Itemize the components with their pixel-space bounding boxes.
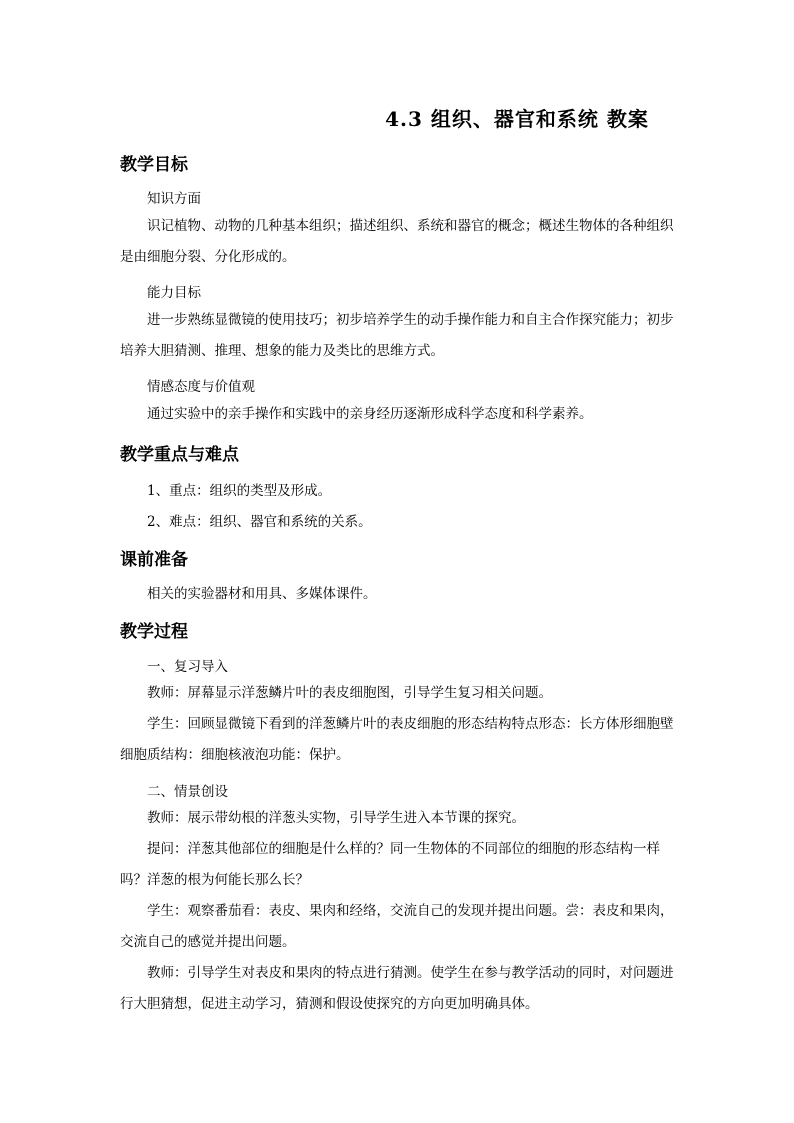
label-part1: 一、复习导入 (147, 659, 228, 675)
paragraph-process-4: 提问：洋葱其他部位的细胞是什么样的？同一生物体的不同部位的细胞的形态结构一样吗？洋葱的根为何能长那么长？ (120, 841, 660, 888)
label-ability: 能力目标 (147, 285, 201, 301)
heading-preparation: 课前准备 (120, 550, 188, 570)
paragraph-process-3: 教师：展示带幼根的洋葱头实物，引导学生进入本节课的探究。 (147, 810, 525, 826)
document-title (0, 103, 794, 132)
paragraph-ability: 进一步熟练显微镜的使用技巧；初步培养学生的动手操作能力和自主合作探究能力；初步培养大胆猜测、推理、想象的能力及类比的思维方式。 (120, 312, 674, 359)
label-part2: 二、情景创设 (147, 784, 228, 800)
key-point-2: 2、难点：组织、器官和系统的关系。 (147, 514, 372, 530)
paragraph-process-6: 教师：引导学生对表皮和果肉的特点进行猜测。使学生在参与教学活动的同时，对问题进行大胆猜想，促进主动学习，猜测和假设使探究的方向更加明确具体。 (120, 965, 674, 1012)
heading-key-points: 教学重点与难点 (120, 445, 239, 465)
paragraph-preparation: 相关的实验器材和用具、多媒体课件。 (147, 586, 377, 602)
paragraph-process-2: 学生：回顾显微镜下看到的洋葱鳞片叶的表皮细胞的形态结构特点形态：长方体形细胞壁细胞质结构：细胞核液泡功能：保护。 (120, 716, 674, 763)
label-knowledge: 知识方面 (147, 191, 201, 207)
document-title-text: 4.3 组织、器官和系统 教案 (385, 107, 649, 131)
paragraph-knowledge: 识记植物、动物的几种基本组织；描述组织、系统和器官的概念；概述生物体的各种组织是由细胞分裂、分化形成的。 (120, 218, 674, 265)
key-point-1: 1、重点：组织的类型及形成。 (147, 483, 332, 499)
heading-process: 教学过程 (120, 622, 188, 642)
paragraph-emotion: 通过实验中的亲手操作和实践中的亲身经历逐渐形成科学态度和科学素养。 (147, 406, 593, 422)
heading-teaching-goals: 教学目标 (120, 155, 188, 175)
label-emotion: 情感态度与价值观 (147, 379, 255, 395)
paragraph-process-5: 学生：观察番茄看：表皮、果肉和经络，交流自己的发现并提出问题。尝：表皮和果肉，交流自己的感觉并提出问题。 (120, 903, 674, 950)
paragraph-process-1: 教师：屏幕显示洋葱鳞片叶的表皮细胞图，引导学生复习相关问题。 (147, 685, 552, 701)
